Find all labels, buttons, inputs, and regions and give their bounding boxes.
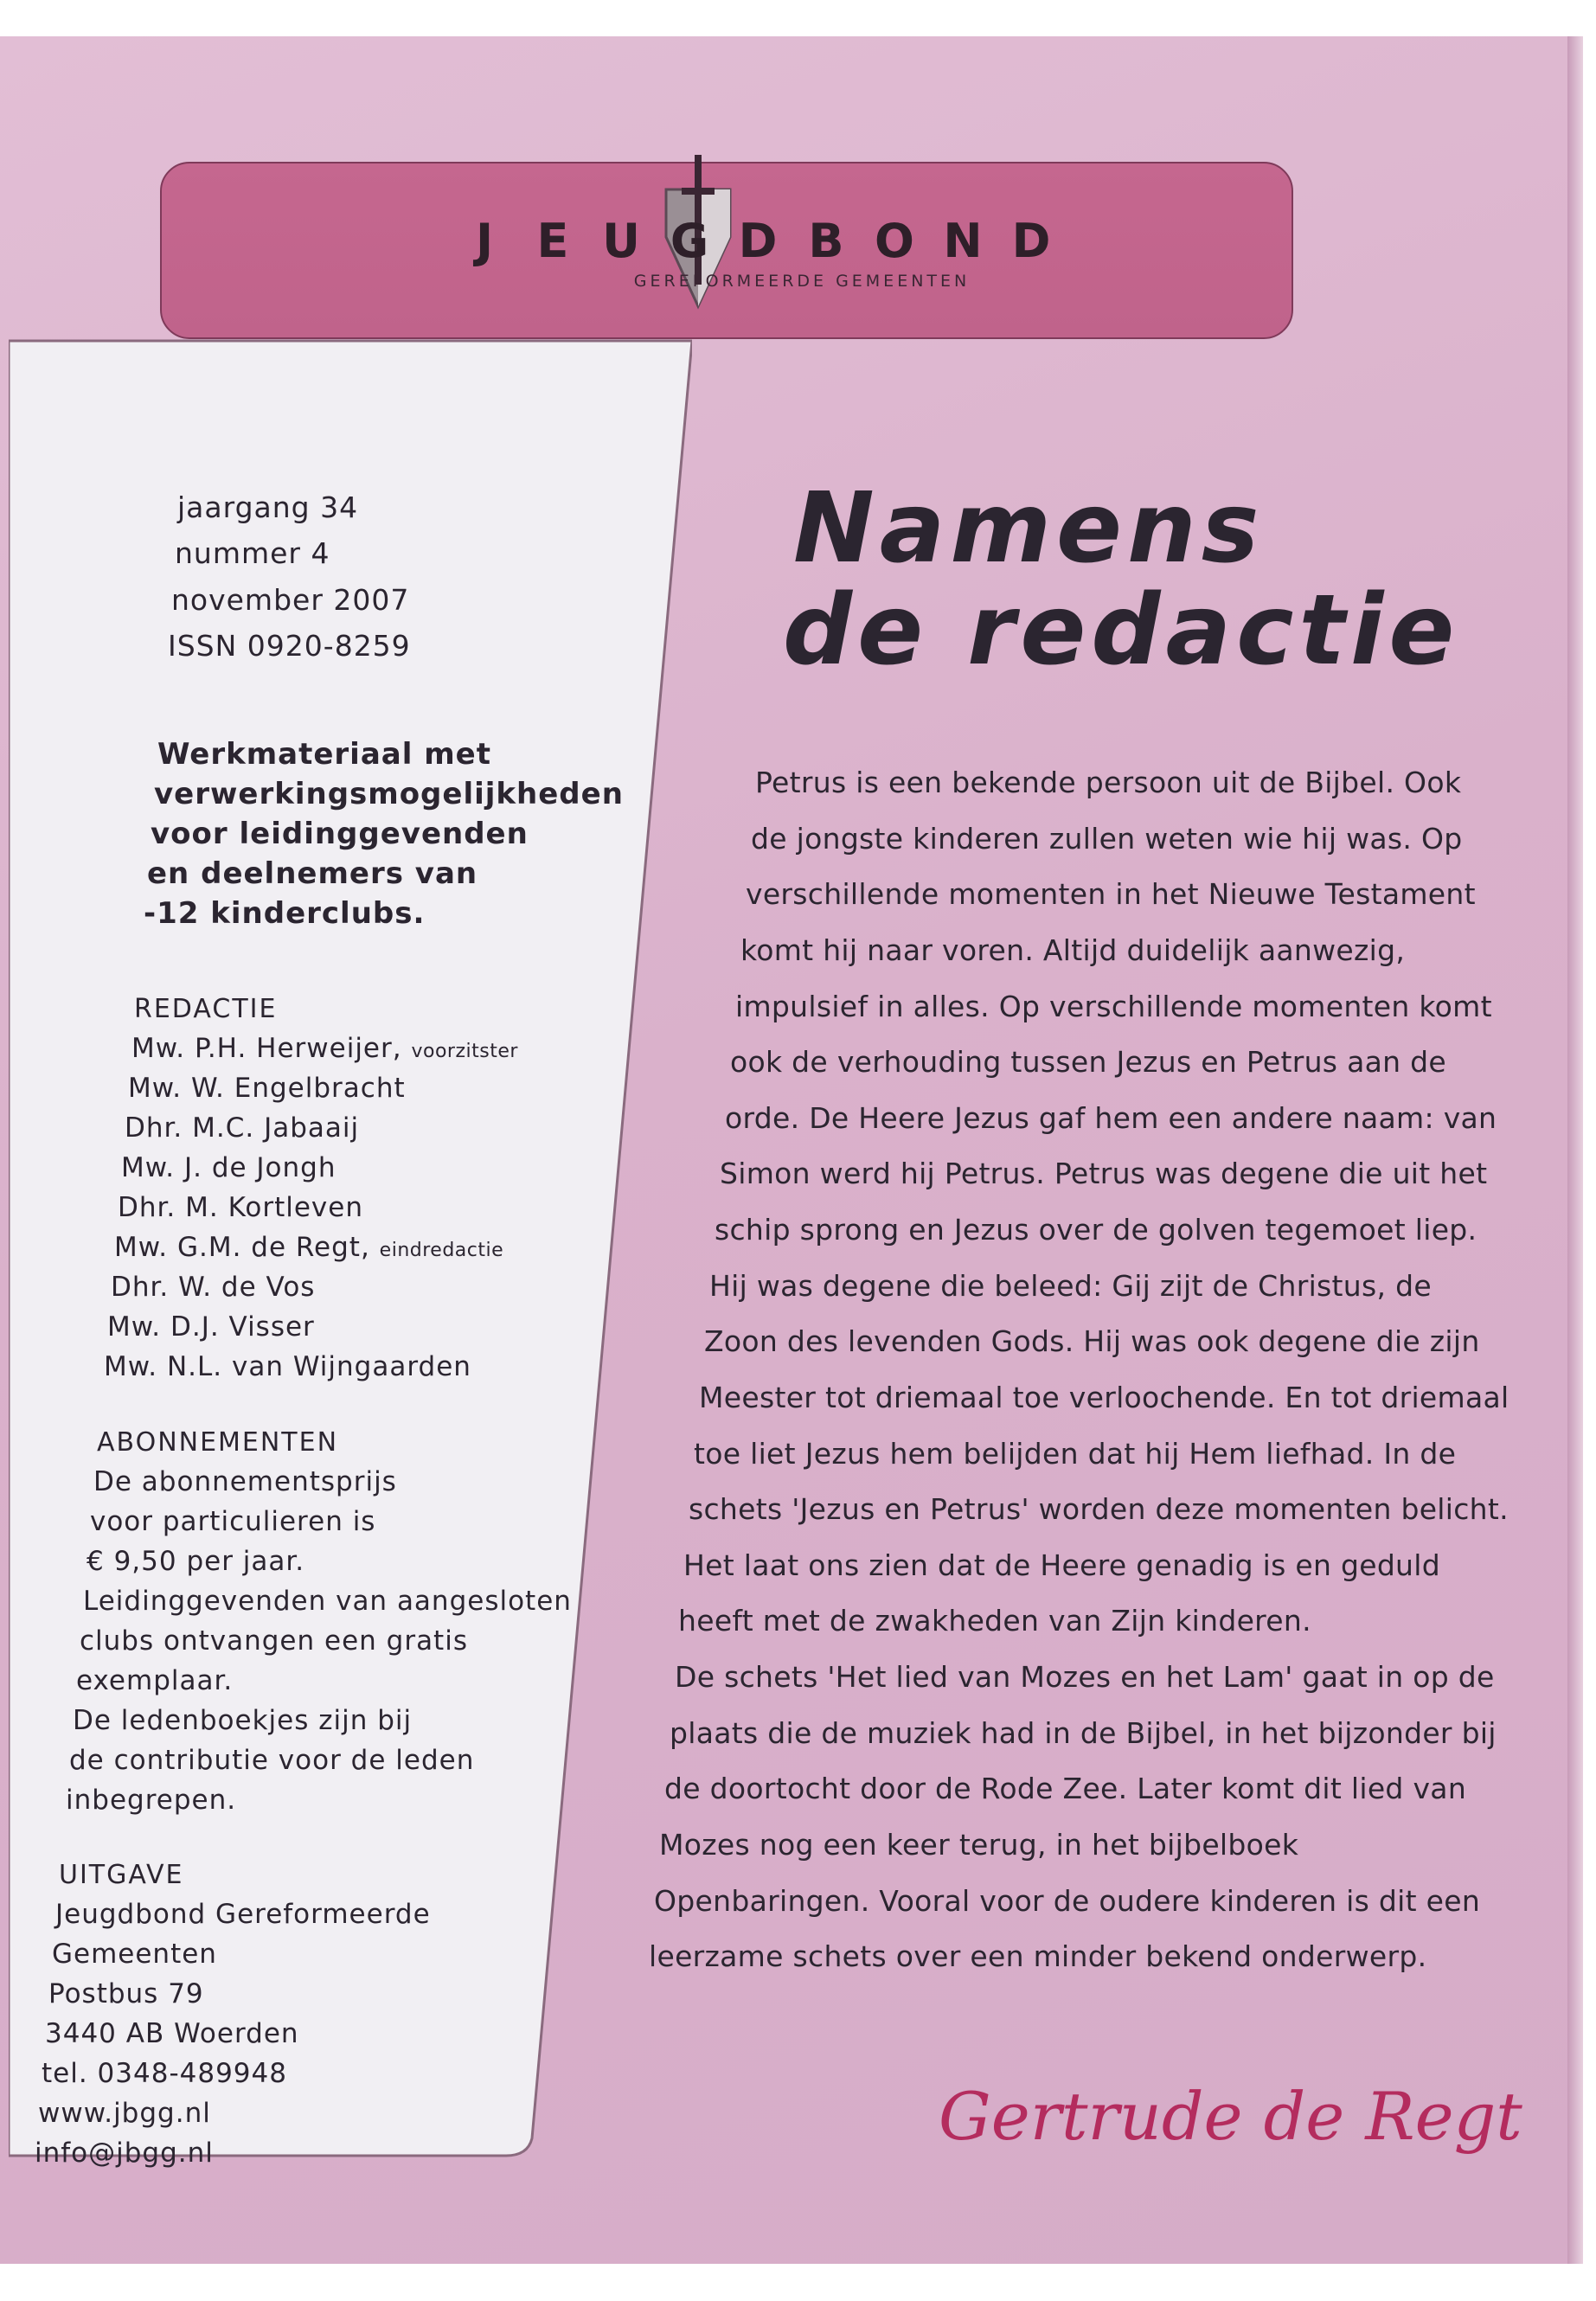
abonnementen-line: de contributie voor de leden [69,1745,475,1776]
body-line: verschillende momenten in het Nieuwe Testament [746,877,1476,911]
logo-letter: G [670,214,711,268]
logo-letter: O [875,214,916,268]
issn-line: ISSN 0920-8259 [168,629,411,663]
body-line: De schets 'Het lied van Mozes en het Lam' gaat in op de [675,1660,1495,1694]
header-banner [160,162,1293,339]
redactie-member: Mw. N.L. van Wijngaarden [104,1351,471,1382]
abonnementen-heading: ABONNEMENTEN [97,1427,339,1458]
logo-letter: D [738,214,779,268]
uitgave-line: 3440 AB Woerden [45,2018,299,2049]
intro-line: voor leidinggevenden [151,817,529,851]
logo-subtitle: GEREFORMEERDE GEMEENTEN [633,272,971,291]
body-line: Het laat ons zien dat de Heere genadig is en geduld [683,1548,1440,1582]
volume-line: jaargang 34 [177,490,359,524]
redactie-member: Mw. G.M. de Regt, eindredactie [114,1232,504,1263]
redactie-member: Mw. D.J. Visser [107,1311,315,1343]
redactie-member: Mw. P.H. Herweijer, voorzitster [131,1033,518,1064]
body-line: heeft met de zwakheden van Zijn kinderen. [678,1604,1311,1638]
uitgave-line: Jeugdbond Gereformeerde [55,1899,431,1930]
body-line: Openbaringen. Vooral voor de oudere kinderen is dit een [654,1884,1481,1918]
logo-wordmark [460,214,1057,268]
abonnementen-line: De ledenboekjes zijn bij [73,1705,413,1736]
body-line: impulsief in alles. Op verschillende momenten komt [735,990,1492,1023]
uitgave-line: Postbus 79 [48,1978,204,2009]
abonnementen-line: Leidinggevenden van aangesloten [83,1586,572,1617]
intro-line: en deelnemers van [147,856,478,891]
date-line: november 2007 [171,583,410,617]
page-edge [1567,36,1583,2264]
uitgave-heading: UITGAVE [59,1860,184,1890]
body-line: Petrus is een bekende persoon uit de Bijbel. Ook [755,766,1462,799]
article-title [783,472,1460,687]
body-line: schip sprong en Jezus over de golven tegemoet liep. [715,1213,1477,1247]
title-line: Namens [793,472,1265,585]
colophon-panel [9,339,692,2169]
title-line: de redactie [783,574,1460,687]
body-line: Zoon des levenden Gods. Hij was ook degene die zijn [704,1324,1480,1358]
redactie-heading: REDACTIE [134,994,278,1024]
body-line: Mozes nog een keer terug, in het bijbelboek [659,1828,1299,1862]
uitgave-line: Gemeenten [52,1939,217,1970]
intro-line: verwerkingsmogelijkheden [154,777,624,811]
abonnementen-line: voor particulieren is [90,1506,376,1537]
uitgave-email: info@jbgg.nl [35,2138,214,2169]
logo-letter: J [475,214,496,268]
logo-letter: U [602,214,642,268]
redactie-member: Mw. W. Engelbracht [128,1073,406,1104]
logo-letter: E [536,214,571,268]
issue-line: nummer 4 [175,536,330,570]
logo-letter: N [943,214,984,268]
logo-letter: D [1011,214,1053,268]
uitgave-website: www.jbgg.nl [38,2098,211,2129]
body-line: de jongste kinderen zullen weten wie hij was. Op [751,822,1463,856]
uitgave-phone: tel. 0348-489948 [42,2058,287,2089]
body-line: Hij was degene die beleed: Gij zijt de Christus, de [709,1269,1432,1303]
editor-signature: Gertrude de Regt [939,2078,1522,2155]
abonnementen-line: exemplaar. [76,1665,234,1696]
body-line: plaats die de muziek had in de Bijbel, in het bijzonder bij [670,1716,1497,1750]
body-line: leerzame schets over een minder bekend onderwerp. [649,1939,1427,1973]
body-line: komt hij naar voren. Altijd duidelijk aanwezig, [740,933,1406,967]
body-line: ook de verhouding tussen Jezus en Petrus aan de [730,1045,1446,1079]
body-line: Meester tot driemaal toe verloochende. En tot driemaal [699,1381,1509,1414]
body-line: orde. De Heere Jezus gaf hem een andere naam: van [725,1101,1497,1135]
abonnementen-line: € 9,50 per jaar. [87,1546,305,1577]
abonnementen-line: clubs ontvangen een gratis [80,1625,468,1657]
intro-line: -12 kinderclubs. [144,896,426,931]
abonnementen-line: inbegrepen. [66,1785,237,1816]
redactie-member: Dhr. M.C. Jabaaij [125,1112,360,1144]
redactie-member: Dhr. M. Kortleven [118,1192,363,1223]
abonnementen-line: De abonnementsprijs [93,1466,397,1497]
logo-letter: B [808,214,846,268]
body-line: de doortocht door de Rode Zee. Later komt dit lied van [664,1772,1467,1805]
magazine-page [0,36,1583,2264]
redactie-member: Mw. J. de Jongh [121,1152,337,1183]
body-line: Simon werd hij Petrus. Petrus was degene die uit het [720,1157,1488,1190]
body-line: toe liet Jezus hem belijden dat hij Hem liefhad. In de [694,1437,1457,1471]
redactie-member: Dhr. W. de Vos [111,1272,316,1303]
intro-line: Werkmateriaal met [157,737,491,772]
body-line: schets 'Jezus en Petrus' worden deze momenten belicht. [689,1492,1509,1526]
